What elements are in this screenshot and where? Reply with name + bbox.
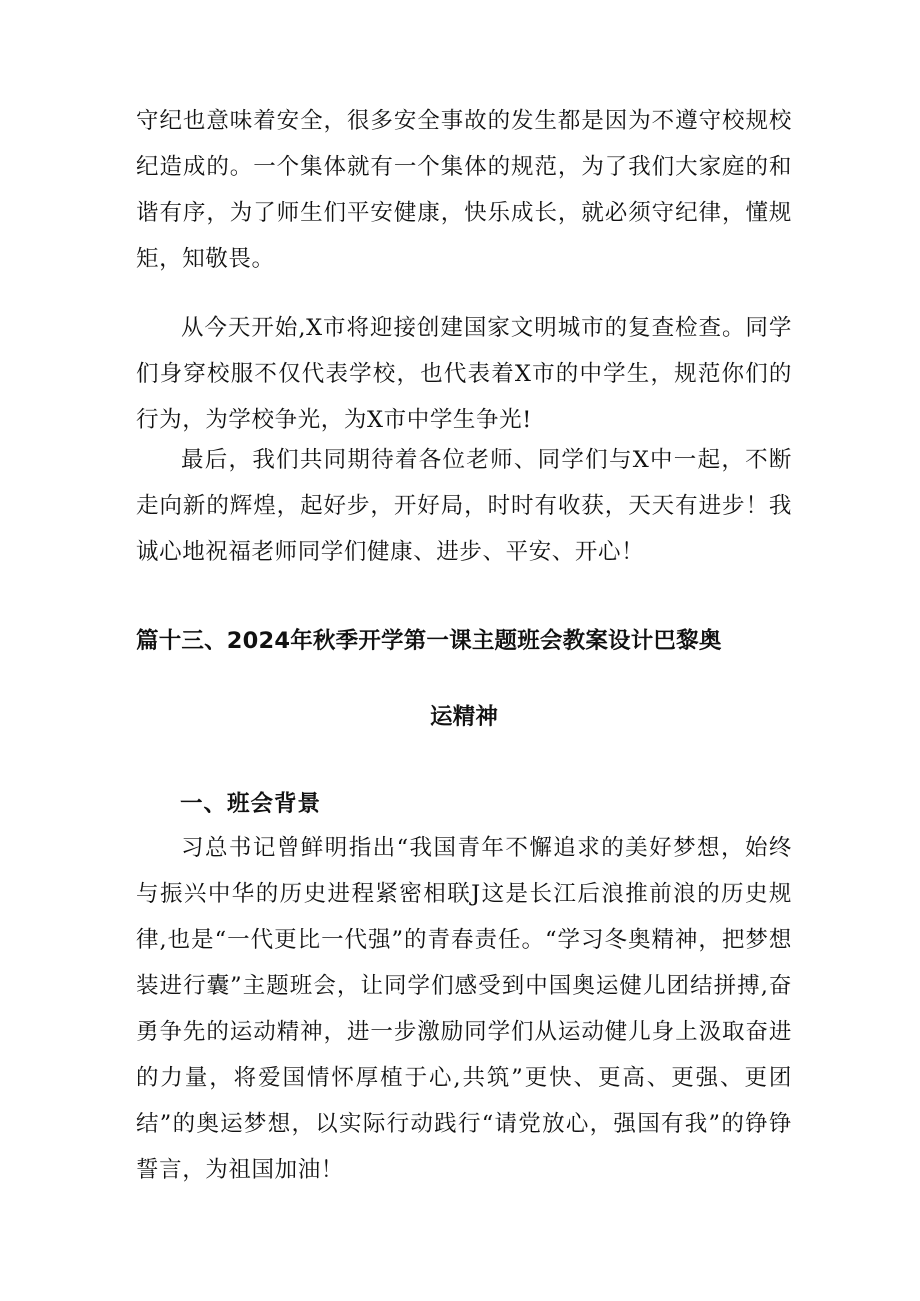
section-heading-class-background: 一、班会背景: [180, 791, 322, 817]
chapter-title: [136, 619, 792, 739]
paragraph-closing-wishes: 最后，我们共同期待着各位老师、同学们与X中一起，不断走向新的辉煌，起好步，开好局，时时有收获，天天有进步！我诚心地祝福老师同学们健康、进步、平安、开心！: [136, 447, 792, 565]
chapter-title-line1: 篇十三、2024年秋季开学第一课主题班会教案设计巴黎奥: [136, 628, 722, 654]
paragraph-discipline-safety: 守纪也意味着安全，很多安全事故的发生都是因为不遵守校规校纪造成的。一个集体就有一个集体的规范，为了我们大家庭的和谐有序，为了师生们平安健康，快乐成长，就必须守纪律，懂规矩，知敬畏。: [136, 108, 792, 272]
chapter-title-line2: 运精神: [429, 704, 499, 730]
paragraph-civilized-city-inspection: 从今天开始,X市将迎接创建国家文明城市的复查检查。同学们身穿校服不仅代表学校，也代表着X市的中学生，规范你们的行为，为学校争光，为X市中学生争光!: [136, 315, 792, 433]
paragraph-class-background: 习总书记曾鲜明指出“我国青年不懈追求的美好梦想，始终与振兴中华的历史进程紧密相联J这是长江后浪推前浪的历史规律,也是“一代更比一代强”的青春责任。“学习冬奥精神，把梦想装进行囊”主题班会，让同学们感受到中国奥运健儿团结拼搏,奋勇争先的运动精神，进一步激励同学们从运动健儿身上汲取奋进的力量，将爱国情怀厚植于心,共筑”更快、更高、更强、更团结”的奥运梦想，以实际行动践行“请党放心，强国有我”的铮铮誓言，为祖国加油！: [136, 835, 792, 1183]
